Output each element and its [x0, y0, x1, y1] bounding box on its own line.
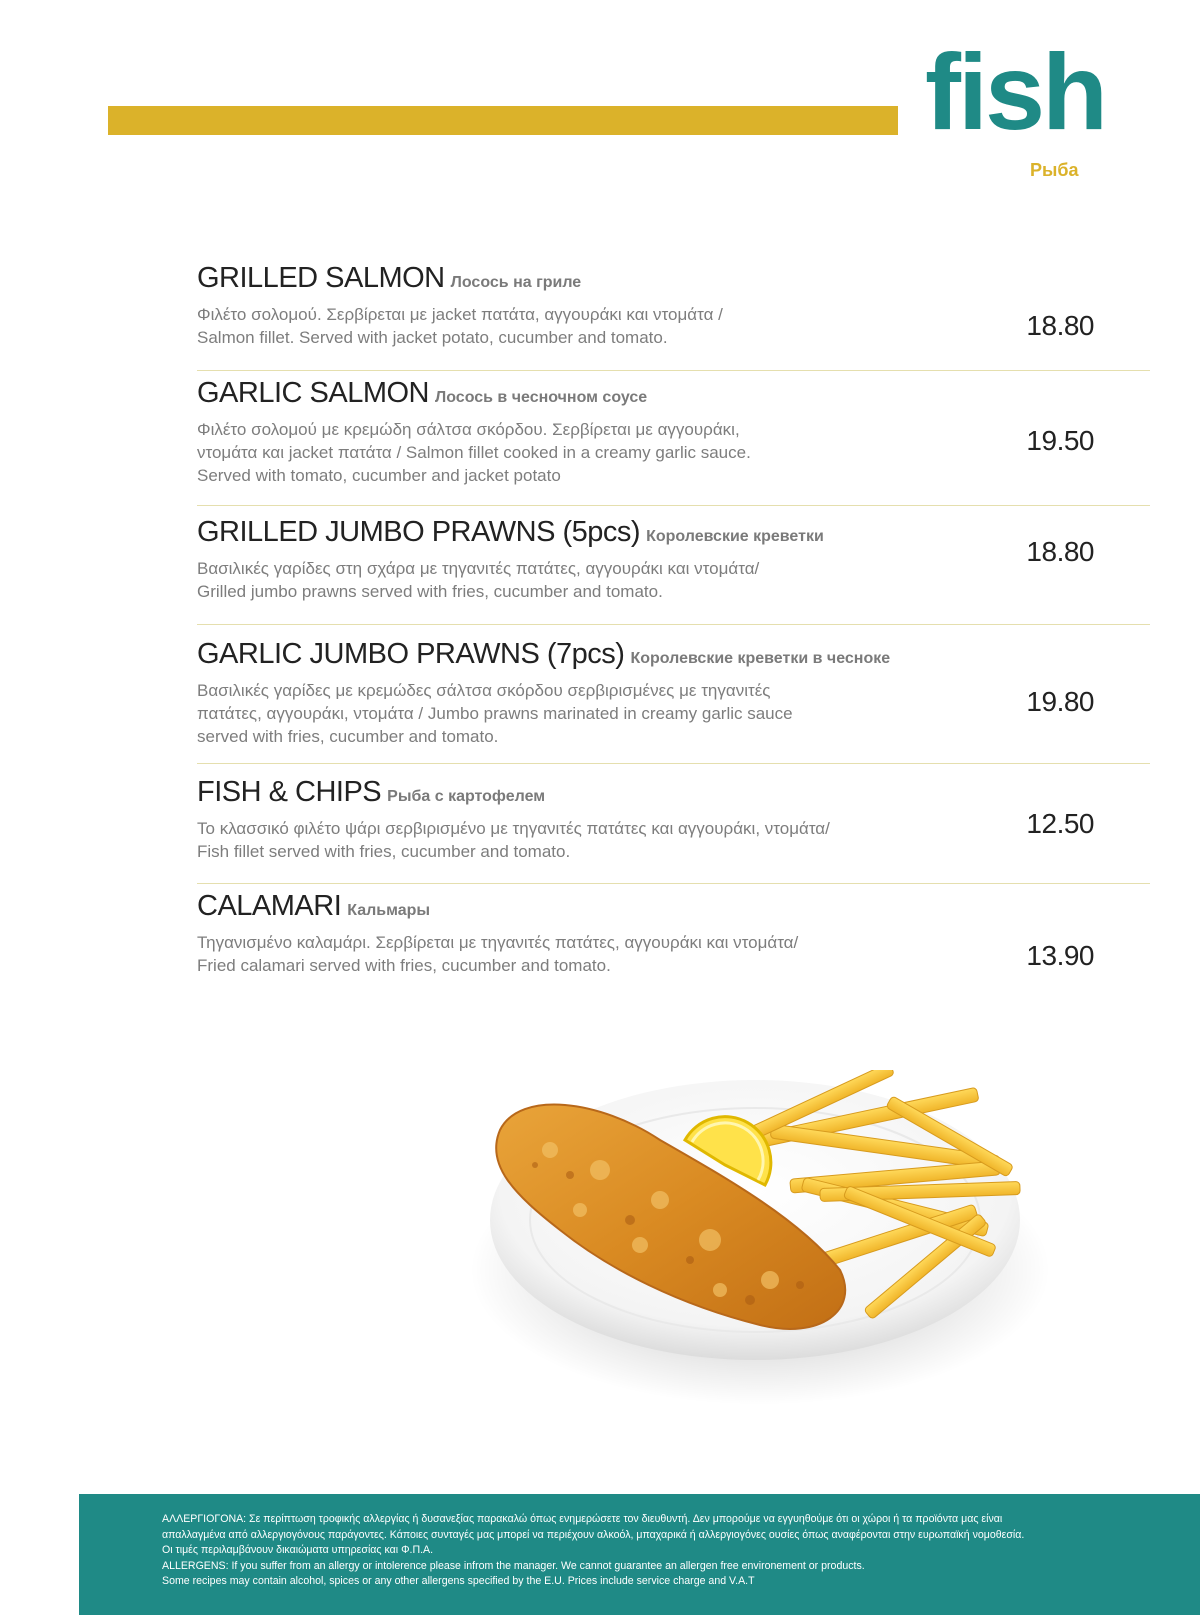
- item-description-line: Το κλασσικό φιλέτο ψάρι σερβιρισμένο με τηγανιτές πατάτες και αγγουράκι, ντομάτα/: [197, 819, 830, 838]
- item-description: [197, 303, 917, 349]
- item-name-ru: Лосось на гриле: [450, 274, 582, 291]
- menu-item: [197, 776, 1150, 884]
- item-title-row: [197, 377, 1150, 410]
- item-name-ru: Королевские креветки в чесноке: [630, 650, 891, 667]
- item-price: 18.80: [1026, 536, 1094, 567]
- item-name: GARLIC SALMON: [197, 377, 429, 409]
- item-description-line: Τηγανισμένο καλαμάρι. Σερβίρεται με τηγανιτές πατάτες, αγγουράκι και ντομάτα/: [197, 933, 799, 952]
- item-name: FISH & CHIPS: [197, 776, 382, 808]
- page-title: fish: [925, 31, 1106, 152]
- item-description-line: Φιλέτο σολομού. Σερβίρεται με jacket πατάτα, αγγουράκι και ντομάτα /: [197, 305, 723, 324]
- footer-line: ALLERGENS: If you suffer from an allergy or intolerence please infrom the manager. We cannot guarantee an allergen free environement or products.: [162, 1559, 865, 1572]
- page-subtitle: Рыба: [1030, 160, 1079, 180]
- item-description: [197, 557, 917, 603]
- header-accent-bar: [108, 106, 898, 135]
- menu-item: [197, 638, 1150, 764]
- item-description-line: Βασιλικές γαρίδες στη σχάρα με τηγανιτές πατάτες, αγγουράκι και ντομάτα/: [197, 559, 760, 578]
- item-description-line: Served with tomato, cucumber and jacket potato: [197, 466, 561, 485]
- item-price: 12.50: [1026, 808, 1094, 839]
- footer-line: Some recipes may contain alcohol, spices or any other allergens specified by the E.U. Prices include service charge and V.A.T: [162, 1575, 755, 1587]
- item-name: CALAMARI: [197, 890, 342, 922]
- item-description-line: πατάτες, αγγουράκι, ντομάτα / Jumbo prawns marinated in creamy garlic sauce: [197, 704, 793, 723]
- item-name-ru: Королевские креветки: [646, 528, 824, 545]
- item-description: [197, 418, 917, 487]
- footer-line: απαλλαγμένα από αλλεργιογόνους παράγοντες. Κάποιες συνταγές μας μπορεί να περιέχουν αλκοόλ, μπαχαρικά ή αλλεργιογόνες ουσίες όπως αναφέρονται στην ευρωπαϊκή νομοθεσία.: [162, 1528, 1025, 1541]
- item-name: GRILLED JUMBO PRAWNS (5pcs): [197, 516, 641, 548]
- menu-item: [197, 890, 1150, 1000]
- item-description: [197, 931, 917, 977]
- item-description-line: Grilled jumbo prawns served with fries, cucumber and tomato.: [197, 582, 663, 601]
- fish-and-chips-image: [460, 1070, 1060, 1410]
- item-price: 18.80: [1026, 310, 1094, 341]
- item-description-line: Salmon fillet. Served with jacket potato, cucumber and tomato.: [197, 328, 668, 347]
- menu-item: [197, 377, 1150, 506]
- item-name: GRILLED SALMON: [197, 262, 445, 294]
- item-price: 19.50: [1026, 425, 1094, 456]
- item-name: GARLIC JUMBO PRAWNS (7pcs): [197, 638, 625, 670]
- menu-item: [197, 262, 1150, 371]
- item-description-line: ντομάτα και jacket πατάτα / Salmon fillet cooked in a creamy garlic sauce.: [197, 443, 751, 462]
- item-description-line: Βασιλικές γαρίδες με κρεμώδες σάλτσα σκόρδου σερβιρισμένες με τηγανιτές: [197, 681, 771, 700]
- item-price: 13.90: [1026, 940, 1094, 971]
- item-name-ru: Кальмары: [347, 902, 431, 919]
- item-description-line: Fish fillet served with fries, cucumber and tomato.: [197, 842, 571, 861]
- footer-line: Οι τιμές περιλαμβάνουν δικαιώματα υπηρεσίας και Φ.Π.Α.: [162, 1544, 434, 1556]
- item-title-row: [197, 890, 1150, 923]
- allergens-notice: [162, 1512, 1162, 1590]
- item-description-line: served with fries, cucumber and tomato.: [197, 727, 499, 746]
- item-description: [197, 679, 917, 748]
- item-name-ru: Лосось в чесночном соусе: [435, 389, 648, 406]
- item-title-row: [197, 262, 1150, 295]
- item-price: 19.80: [1026, 686, 1094, 717]
- item-title-row: [197, 516, 1150, 549]
- item-name-ru: Рыба с картофелем: [387, 788, 546, 805]
- footer-line: ΑΛΛΕΡΓΙΟΓΟΝΑ: Σε περίπτωση τροφικής αλλεργίας ή δυσανεξίας παρακαλώ όπως ενημερώσετε τον διευθυντή. Δεν μπορούμε να εγγυηθούμε ότι οι χώροι ή τα προϊόντα μας είναι: [162, 1513, 1003, 1525]
- item-description-line: Φιλέτο σολομού με κρεμώδη σάλτσα σκόρδου. Σερβίρεται με αγγουράκι,: [197, 420, 740, 439]
- allergens-footer: [79, 1494, 1200, 1615]
- item-title-row: [197, 638, 1150, 671]
- item-title-row: [197, 776, 1150, 809]
- item-description-line: Fried calamari served with fries, cucumber and tomato.: [197, 956, 611, 975]
- menu-item: [197, 516, 1150, 625]
- item-description: [197, 817, 917, 863]
- plate-illustration: [460, 1070, 1060, 1410]
